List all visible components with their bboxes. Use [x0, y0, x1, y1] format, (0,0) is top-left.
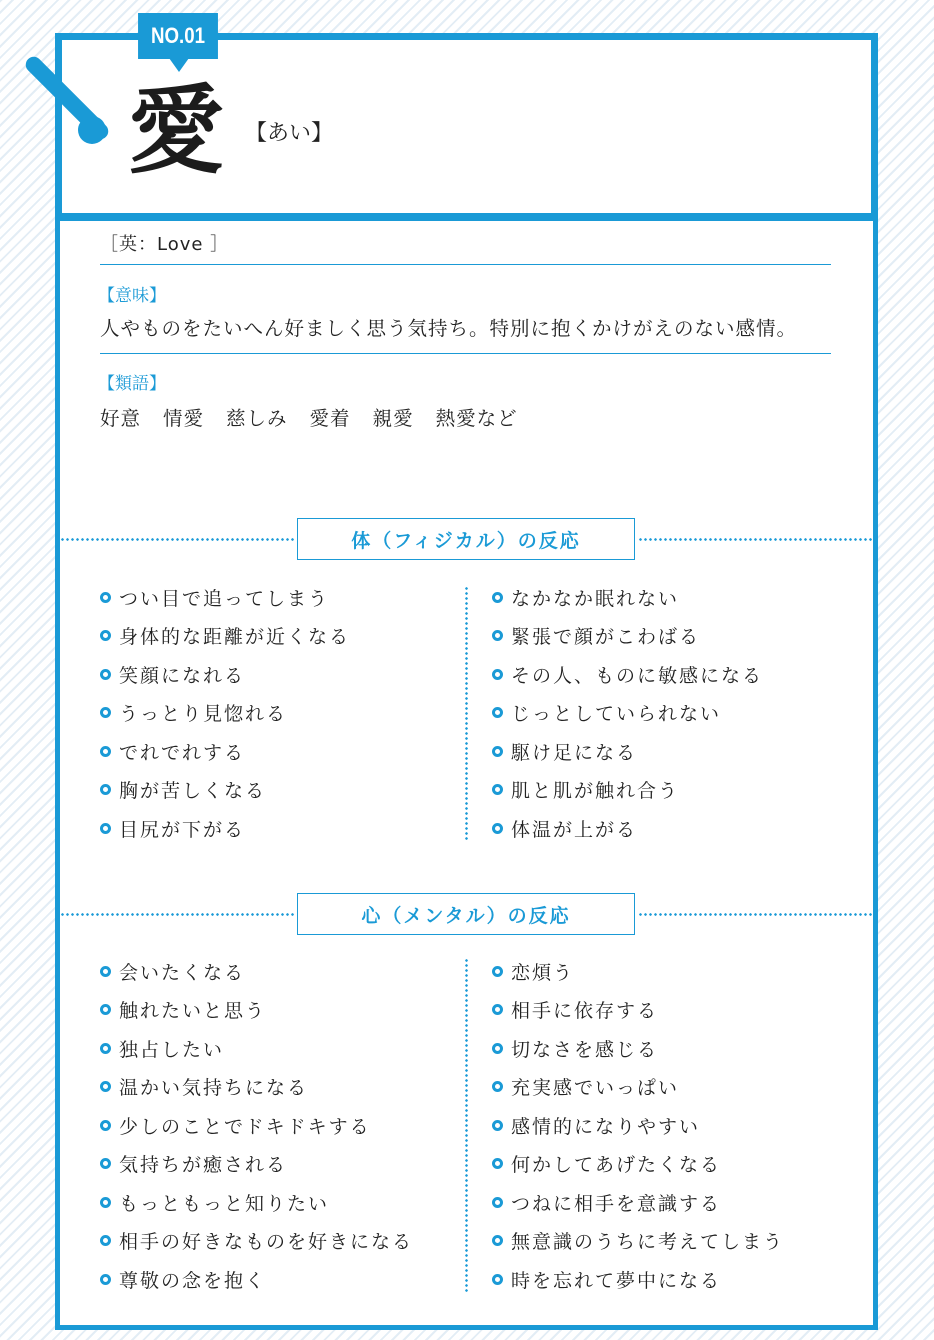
list-item: 無意識のうちに考えてしまう: [492, 1222, 784, 1261]
list-item: 何かしてあげたくなる: [492, 1145, 784, 1184]
list-item: 身体的な距離が近くなる: [100, 617, 350, 656]
list-item: 感情的になりやすい: [492, 1106, 784, 1145]
meaning-label: 【意味】: [98, 286, 166, 306]
synonym: 親愛: [372, 407, 414, 430]
bullet-icon: [100, 1197, 111, 1208]
list-item: 相手の好きなものを好きになる: [100, 1222, 413, 1261]
bullet-icon: [100, 1043, 111, 1054]
entry-kanji: 愛: [128, 74, 224, 187]
list-item: 肌と肌が触れ合う: [492, 771, 763, 810]
bullet-icon: [100, 746, 111, 757]
list-item: 温かい気持ちになる: [100, 1068, 413, 1107]
bullet-icon: [100, 592, 111, 603]
bullet-icon: [492, 966, 503, 977]
list-item: 目尻が下がる: [100, 809, 350, 848]
bullet-icon: [492, 1197, 503, 1208]
list-item: もっともっと知りたい: [100, 1183, 413, 1222]
entry-number-badge: NO.01: [138, 13, 218, 59]
dotted-rule: [60, 913, 295, 916]
synonym: 好意: [100, 407, 142, 430]
list-item: じっとしていられない: [492, 694, 763, 733]
bullet-icon: [100, 1004, 111, 1015]
list-item: 緊張で顔がこわばる: [492, 617, 763, 656]
bullet-icon: [492, 823, 503, 834]
list-item: 胸が苦しくなる: [100, 771, 350, 810]
physical-right-list: [492, 578, 763, 848]
list-item: なかなか眠れない: [492, 578, 763, 617]
bullet-icon: [492, 630, 503, 641]
mental-left-list: [100, 952, 413, 1299]
synonyms-list: [100, 403, 518, 431]
bullet-icon: [100, 966, 111, 977]
list-item: 尊敬の念を抱く: [100, 1260, 413, 1299]
synonym: 慈しみ: [226, 407, 288, 430]
synonyms-label: 【類語】: [98, 374, 166, 394]
bullet-icon: [100, 630, 111, 641]
list-item: 気持ちが癒される: [100, 1145, 413, 1184]
list-item: でれでれする: [100, 732, 350, 771]
pin-head-icon: [78, 116, 106, 144]
list-item: 独占したい: [100, 1029, 413, 1068]
bullet-icon: [492, 746, 503, 757]
bullet-icon: [492, 1274, 503, 1285]
list-item: 切なさを感じる: [492, 1029, 784, 1068]
column-divider: [465, 586, 468, 842]
bullet-icon: [100, 823, 111, 834]
column-divider: [465, 958, 468, 1292]
synonym: 情愛: [163, 407, 205, 430]
physical-left-list: [100, 578, 350, 848]
physical-section-title: 体（フィジカル）の反応: [297, 518, 635, 560]
list-item: つい目で追ってしまう: [100, 578, 350, 617]
list-item: つねに相手を意識する: [492, 1183, 784, 1222]
list-item: うっとり見惚れる: [100, 694, 350, 733]
bullet-icon: [492, 784, 503, 795]
mental-section-title: 心（メンタル）の反応: [297, 893, 635, 935]
divider: [100, 264, 831, 265]
bullet-icon: [492, 1120, 503, 1131]
dotted-rule: [638, 913, 872, 916]
list-item: 相手に依存する: [492, 991, 784, 1030]
list-item: 恋煩う: [492, 952, 784, 991]
divider: [100, 353, 831, 354]
bullet-icon: [492, 1235, 503, 1246]
list-item: 会いたくなる: [100, 952, 413, 991]
bullet-icon: [100, 1235, 111, 1246]
dotted-rule: [638, 538, 872, 541]
mental-right-list: [492, 952, 784, 1299]
bullet-icon: [492, 1158, 503, 1169]
entry-reading: 【あい】: [245, 121, 334, 146]
badge-pointer-icon: [169, 58, 189, 72]
bullet-icon: [492, 1081, 503, 1092]
list-item: 駆け足になる: [492, 732, 763, 771]
list-item: 充実感でいっぱい: [492, 1068, 784, 1107]
synonym: 愛着: [309, 407, 351, 430]
synonym: 熱愛など: [435, 407, 518, 430]
bullet-icon: [492, 707, 503, 718]
bullet-icon: [100, 1158, 111, 1169]
list-item: 触れたいと思う: [100, 991, 413, 1030]
bullet-icon: [100, 784, 111, 795]
list-item: 体温が上がる: [492, 809, 763, 848]
meaning-text: 人やものをたいへん好ましく思う気持ち。特別に抱くかけがえのない感情。: [100, 317, 798, 340]
bullet-icon: [100, 707, 111, 718]
mental-section-header: [60, 893, 872, 935]
bullet-icon: [492, 669, 503, 680]
bullet-icon: [492, 1004, 503, 1015]
list-item: 笑顔になれる: [100, 655, 350, 694]
english-translation: ［英：Love ］: [100, 234, 230, 255]
bullet-icon: [100, 1274, 111, 1285]
physical-section-header: [60, 518, 872, 560]
dotted-rule: [60, 538, 295, 541]
bullet-icon: [100, 669, 111, 680]
list-item: その人、ものに敏感になる: [492, 655, 763, 694]
list-item: 少しのことでドキドキする: [100, 1106, 413, 1145]
bullet-icon: [100, 1120, 111, 1131]
bullet-icon: [100, 1081, 111, 1092]
list-item: 時を忘れて夢中になる: [492, 1260, 784, 1299]
bullet-icon: [492, 592, 503, 603]
bullet-icon: [492, 1043, 503, 1054]
